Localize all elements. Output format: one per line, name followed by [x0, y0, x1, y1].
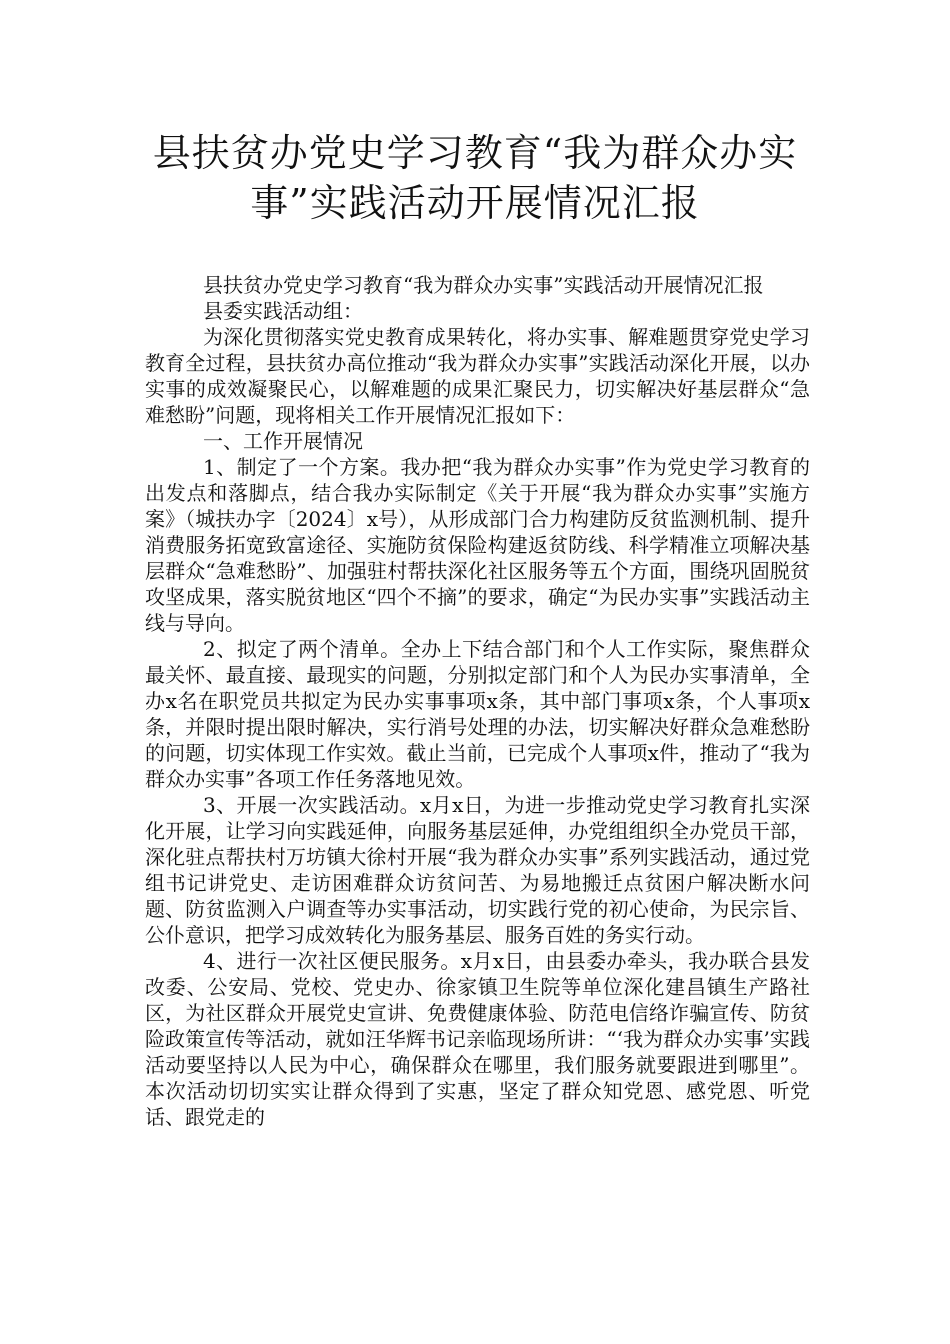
paragraph-item-2: 2、拟定了两个清单。全办上下结合部门和个人工作实际，聚焦群众最关怀、最直接、最现实的问题，分别拟定部门和个人为民办实事清单，全办x名在职党员共拟定为民办实事事项x条，其中部门事项x条，个人事项x条，并限时提出限时解决，实行消号处理的办法，切实解决好群众急难愁盼的问题，切实体现工作实效。截止当前，已完成个人事项x件，推动了“我为群众办实事”各项工作任务落地见效。 [145, 637, 810, 791]
document-title-line-1: 县扶贫办党史学习教育“我为群众办实 [152, 131, 798, 175]
document-title [120, 128, 830, 228]
document-title-line-2: 事”实践活动开展情况汇报 [250, 181, 700, 225]
paragraph-salutation: 县委实践活动组： [203, 299, 363, 323]
document-body [145, 272, 810, 1130]
paragraph-item-1: 1、制定了一个方案。我办把“我为群众办实事”作为党史学习教育的出发点和落脚点，结合我办实际制定《关于开展“我为群众办实事”实施方案》（城扶办字〔2024〕x号），从形成部门合力构建防反贫监测机制、提升消费服务拓宽致富途径、实施防贫保险构建返贫防线、科学精准立项解决基层群众“急难愁盼”、加强驻村帮扶深化社区服务等五个方面，围绕巩固脱贫攻坚成果，落实脱贫地区“四个不摘”的要求，确定“为民办实事”实践活动主线与导向。 [145, 455, 810, 635]
section-heading-work-progress: 一、工作开展情况 [203, 429, 363, 453]
paragraph-item-4: 4、进行一次社区便民服务。x月x日，由县委办牵头，我办联合县发改委、公安局、党校、党史办、徐家镇卫生院等单位深化建昌镇生产路社区，为社区群众开展党史宣讲、免费健康体验、防范电信络诈骗宣传、防贫险政策宣传等活动，就如汪华辉书记亲临现场所讲：“‘我为群众办实事’实践活动要坚持以人民为中心，确保群众在哪里，我们服务就要跟进到哪里”。本次活动切切实实让群众得到了实惠，坚定了群众知党恩、感党恩、听党话、跟党走的 [145, 949, 810, 1129]
paragraph-item-3: 3、开展一次实践活动。x月x日，为进一步推动党史学习教育扎实深化开展，让学习向实践延伸，向服务基层延伸，办党组组织全办党员干部，深化驻点帮扶村万坊镇大徐村开展“我为群众办实事”系列实践活动，通过党组书记讲党史、走访困难群众访贫问苦、为易地搬迁点贫困户解决断水问题、防贫监测入户调查等办实事活动，切实践行党的初心使命，为民宗旨、公仆意识，把学习成效转化为服务基层、服务百姓的务实行动。 [145, 793, 810, 947]
paragraph-introduction: 为深化贯彻落实党史教育成果转化，将办实事、解难题贯穿党史学习教育全过程，县扶贫办高位推动“我为群众办实事”实践活动深化开展，以办实事的成效凝聚民心，以解难题的成果汇聚民力，切实解决好基层群众“急难愁盼”问题，现将相关工作开展情况汇报如下： [145, 325, 810, 427]
paragraph-report-heading: 县扶贫办党史学习教育“我为群众办实事”实践活动开展情况汇报 [203, 273, 764, 297]
